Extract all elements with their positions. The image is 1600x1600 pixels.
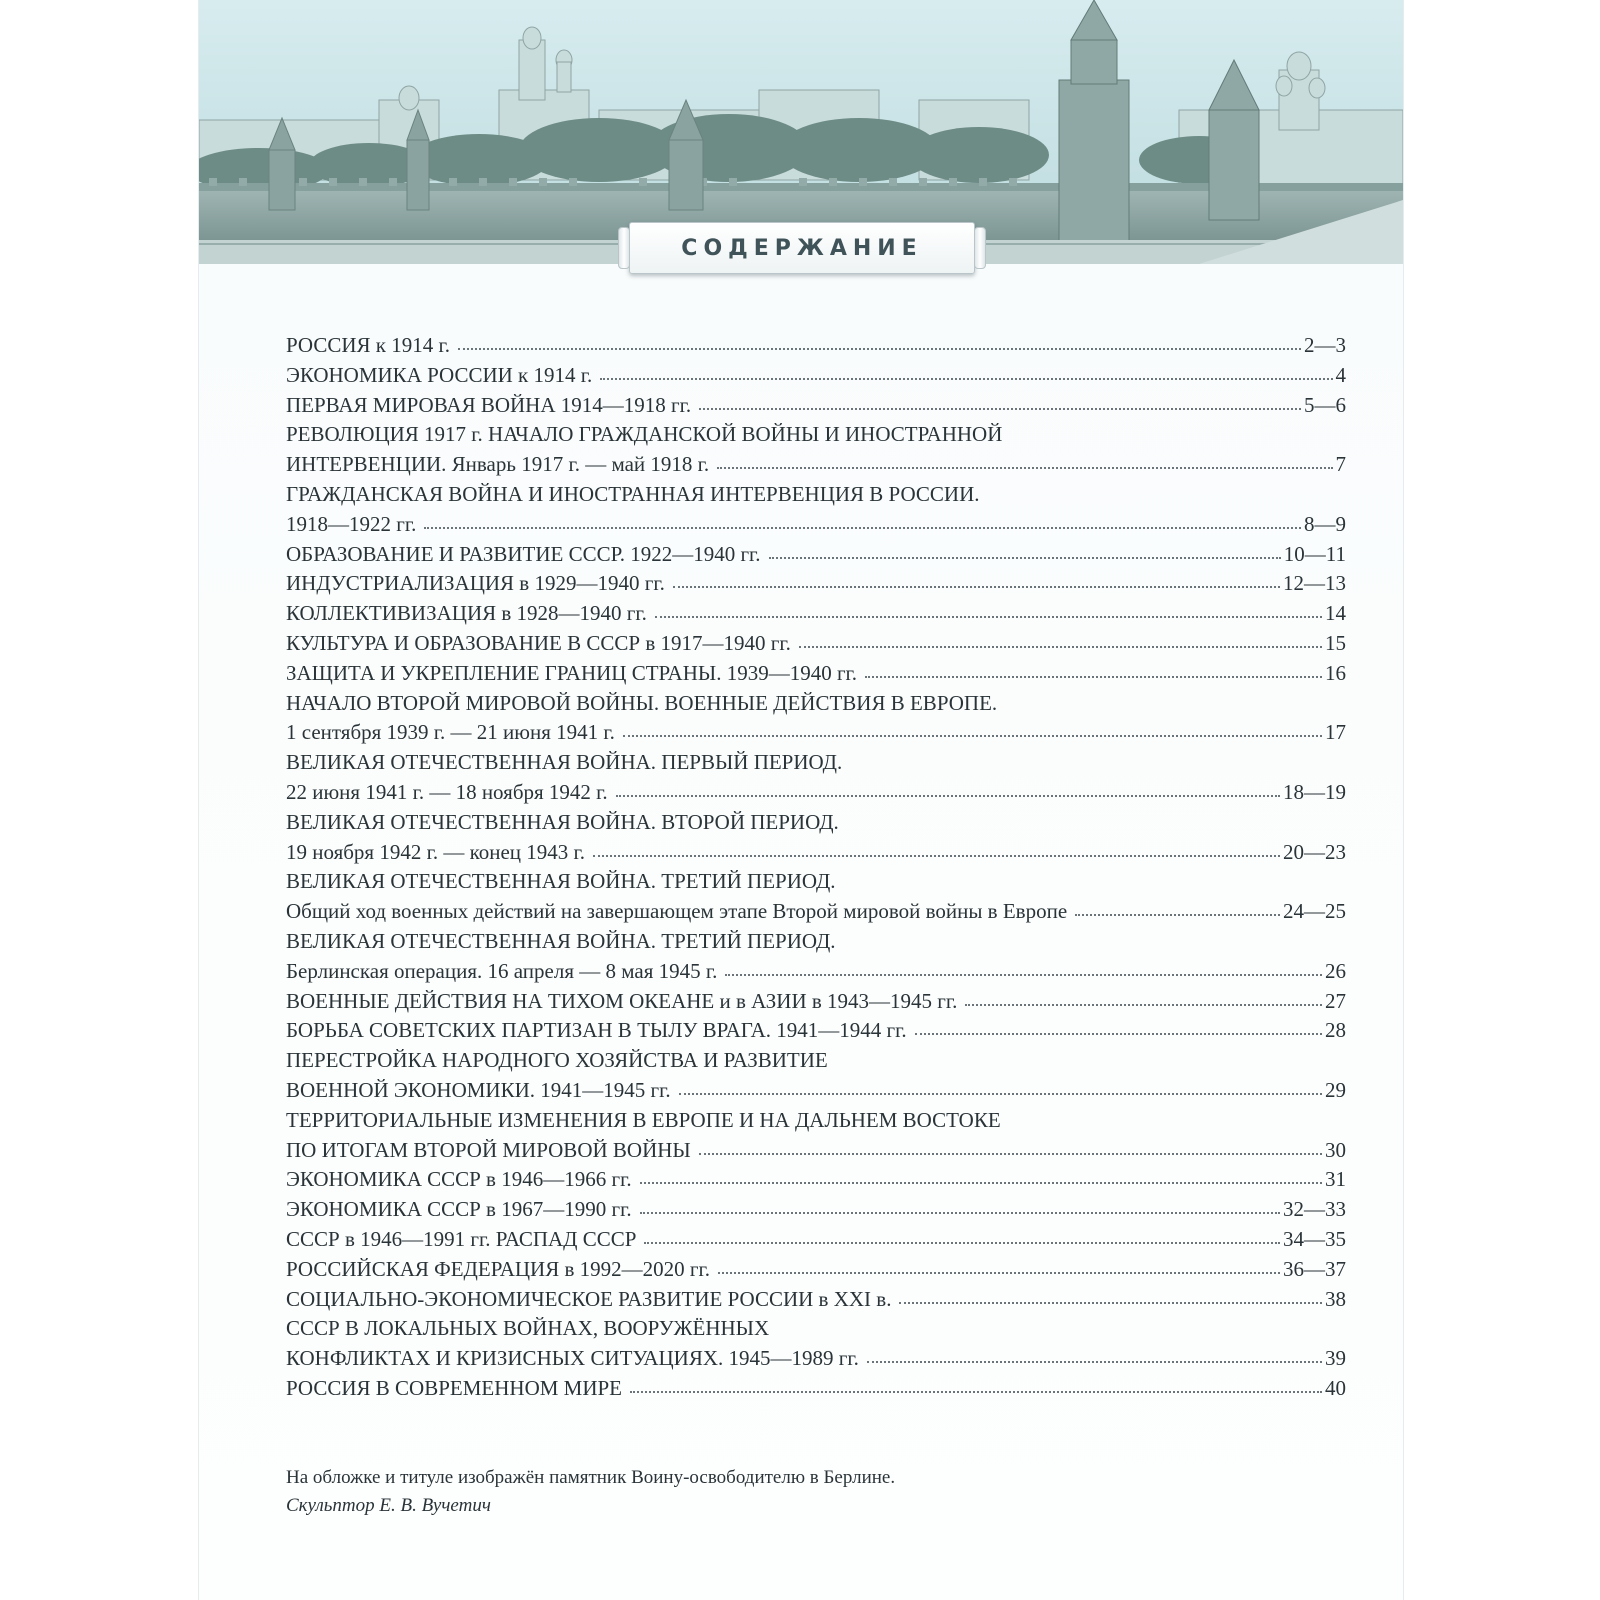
- toc-entry-title: ТЕРРИТОРИАЛЬНЫЕ ИЗМЕНЕНИЯ В ЕВРОПЕ И НА ДАЛЬНЕМ ВОСТОКЕ: [286, 1107, 1001, 1132]
- toc-entry-title: ВОЕННЫЕ ДЕЙСТВИЯ НА ТИХОМ ОКЕАНЕ и в АЗИИ в 1943—1945 гг.: [286, 988, 958, 1013]
- toc-page-number: 26: [1325, 958, 1346, 983]
- toc-entry-title: ВЕЛИКАЯ ОТЕЧЕСТВЕННАЯ ВОЙНА. ТРЕТИЙ ПЕРИОД.: [286, 869, 836, 894]
- toc-entry-title: ПЕРВАЯ МИРОВАЯ ВОЙНА 1914—1918 гг.: [286, 392, 692, 417]
- toc-entry: [286, 571, 1346, 601]
- dot-leader: [717, 467, 1332, 469]
- dot-leader: [623, 735, 1322, 737]
- toc-entry-line: [286, 1048, 1346, 1078]
- toc-page-number: 16: [1325, 660, 1346, 685]
- toc-page-number: 14: [1325, 601, 1346, 626]
- toc-entry-line: [286, 750, 1346, 780]
- dot-leader: [769, 557, 1281, 559]
- dot-leader: [799, 646, 1322, 648]
- dot-leader: [867, 1361, 1322, 1363]
- toc-entry: [286, 631, 1346, 661]
- toc-entry-title: ГРАЖДАНСКАЯ ВОЙНА И ИНОСТРАННАЯ ИНТЕРВЕНЦИЯ В РОССИИ.: [286, 481, 980, 506]
- dot-leader: [458, 348, 1301, 350]
- toc-entry: [286, 1376, 1346, 1406]
- toc-entry: [286, 452, 1346, 482]
- toc-entry-title: ВЕЛИКАЯ ОТЕЧЕСТВЕННАЯ ВОЙНА. ВТОРОЙ ПЕРИОД.: [286, 809, 839, 834]
- dot-leader: [699, 1153, 1322, 1155]
- dot-leader: [899, 1302, 1322, 1304]
- toc-page-number: 40: [1325, 1375, 1346, 1400]
- toc-entry: [286, 601, 1346, 631]
- toc-page-number: 8—9: [1304, 511, 1346, 536]
- dot-leader: [424, 527, 1301, 529]
- toc-entry: [286, 720, 1346, 750]
- cover-note-text: На обложке и титуле изображён памятник Воину-освободителю в Берлине.: [286, 1467, 896, 1488]
- toc-page-number: 24—25: [1283, 899, 1346, 924]
- toc-entry-title: БОРЬБА СОВЕТСКИХ ПАРТИЗАН В ТЫЛУ ВРАГА. 1941—1944 гг.: [286, 1018, 907, 1043]
- toc-entry-line: [286, 929, 1346, 959]
- toc-page-number: 17: [1325, 720, 1346, 745]
- dot-leader: [640, 1212, 1280, 1214]
- toc-entry: [286, 661, 1346, 691]
- toc-page-number: 27: [1325, 988, 1346, 1013]
- toc-page-number: 7: [1335, 452, 1346, 477]
- toc-page-number: 39: [1325, 1346, 1346, 1371]
- sculptor-credit: Скульптор Е. В. Вучетич: [286, 1495, 491, 1516]
- toc-entry: [286, 1346, 1346, 1376]
- toc-entry: [286, 1257, 1346, 1287]
- toc-entry-title: Берлинская операция. 16 апреля — 8 мая 1945 г.: [286, 958, 718, 983]
- page-title: СОДЕРЖАНИЕ: [681, 235, 923, 261]
- dot-leader: [965, 1004, 1322, 1006]
- toc-entry-title: ВЕЛИКАЯ ОТЕЧЕСТВЕННАЯ ВОЙНА. ПЕРВЫЙ ПЕРИОД.: [286, 750, 843, 775]
- toc-entry-title: РЕВОЛЮЦИЯ 1917 г. НАЧАЛО ГРАЖДАНСКОЙ ВОЙНЫ И ИНОСТРАННОЙ: [286, 422, 1003, 447]
- toc-entry: [286, 393, 1346, 423]
- toc-entry-line: [286, 482, 1346, 512]
- toc-entry-title: ЭКОНОМИКА СССР в 1967—1990 гг.: [286, 1197, 632, 1222]
- toc-entry: [286, 512, 1346, 542]
- toc-page-number: 32—33: [1283, 1197, 1346, 1222]
- toc-entry: [286, 542, 1346, 572]
- dot-leader: [655, 616, 1322, 618]
- toc-entry: [286, 1197, 1346, 1227]
- toc-entry: [286, 1227, 1346, 1257]
- toc-page-number: 28: [1325, 1018, 1346, 1043]
- toc-page-number: 34—35: [1283, 1226, 1346, 1251]
- toc-entry-title: ОБРАЗОВАНИЕ И РАЗВИТИЕ СССР. 1922—1940 гг.: [286, 541, 761, 566]
- toc-entry-title: ЭКОНОМИКА СССР в 1946—1966 гг.: [286, 1167, 632, 1192]
- dot-leader: [640, 1182, 1322, 1184]
- toc-entry-title: КУЛЬТУРА И ОБРАЗОВАНИЕ В СССР в 1917—1940 гг.: [286, 630, 791, 655]
- dot-leader: [644, 1242, 1280, 1244]
- cover-note: [286, 1464, 895, 1520]
- toc-entry: [286, 1078, 1346, 1108]
- toc-entry-title: КОНФЛИКТАХ И КРИЗИСНЫХ СИТУАЦИЯХ. 1945—1989 гг.: [286, 1346, 859, 1371]
- dot-leader: [593, 855, 1280, 857]
- toc-entry: [286, 959, 1346, 989]
- title-plate: [629, 222, 975, 274]
- toc-entry: [286, 1167, 1346, 1197]
- toc-entry-title: СОЦИАЛЬНО-ЭКОНОМИЧЕСКОЕ РАЗВИТИЕ РОССИИ в XXI в.: [286, 1286, 892, 1311]
- toc-entry-title: СССР В ЛОКАЛЬНЫХ ВОЙНАХ, ВООРУЖЁННЫХ: [286, 1316, 770, 1341]
- toc-entry-title: ПЕРЕСТРОЙКА НАРОДНОГО ХОЗЯЙСТВА И РАЗВИТИЕ: [286, 1048, 828, 1073]
- toc-page-number: 18—19: [1283, 779, 1346, 804]
- dot-leader: [600, 378, 1332, 380]
- toc-entry-title: Общий ход военных действий на завершающем этапе Второй мировой войны в Европе: [286, 899, 1068, 924]
- toc-entry-title: ПО ИТОГАМ ВТОРОЙ МИРОВОЙ ВОЙНЫ: [286, 1137, 691, 1162]
- toc-entry-title: ИНТЕРВЕНЦИИ. Январь 1917 г. — май 1918 г.: [286, 452, 710, 477]
- toc-entry: [286, 899, 1346, 929]
- toc-entry-title: ЭКОНОМИКА РОССИИ к 1914 г.: [286, 362, 593, 387]
- dot-leader: [718, 1272, 1280, 1274]
- toc-entry-title: 22 июня 1941 г. — 18 ноября 1942 г.: [286, 779, 608, 804]
- toc-entry-line: [286, 691, 1346, 721]
- toc-page-number: 5—6: [1304, 392, 1346, 417]
- toc-page-number: 29: [1325, 1077, 1346, 1102]
- toc-entry-title: ВЕЛИКАЯ ОТЕЧЕСТВЕННАЯ ВОЙНА. ТРЕТИЙ ПЕРИОД.: [286, 928, 836, 953]
- toc-entry-title: РОССИЯ к 1914 г.: [286, 333, 450, 357]
- dot-leader: [865, 676, 1322, 678]
- toc-entry-title: СССР в 1946—1991 гг. РАСПАД СССР: [286, 1226, 637, 1251]
- toc-entry-line: [286, 869, 1346, 899]
- toc-entry-title: ВОЕННОЙ ЭКОНОМИКИ. 1941—1945 гг.: [286, 1077, 671, 1102]
- toc-entry-line: [286, 422, 1346, 452]
- toc-entry-title: КОЛЛЕКТИВИЗАЦИЯ в 1928—1940 гг.: [286, 601, 647, 626]
- dot-leader: [1075, 914, 1280, 916]
- dot-leader: [699, 408, 1301, 410]
- toc-entry-title: 19 ноября 1942 г. — конец 1943 г.: [286, 839, 586, 864]
- toc-entry-line: [286, 810, 1346, 840]
- toc-entry: [286, 1287, 1346, 1317]
- toc-page-number: 31: [1325, 1167, 1346, 1192]
- toc-page-number: 15: [1325, 630, 1346, 655]
- toc-entry-title: ИНДУСТРИАЛИЗАЦИЯ в 1929—1940 гг.: [286, 571, 665, 596]
- table-of-contents: [286, 333, 1346, 1406]
- toc-entry-title: НАЧАЛО ВТОРОЙ МИРОВОЙ ВОЙНЫ. ВОЕННЫЕ ДЕЙСТВИЯ В ЕВРОПЕ.: [286, 690, 998, 715]
- toc-entry: [286, 780, 1346, 810]
- toc-entry: [286, 840, 1346, 870]
- toc-entry: [286, 989, 1346, 1019]
- toc-page-number: 38: [1325, 1286, 1346, 1311]
- dot-leader: [630, 1391, 1322, 1393]
- toc-entry: [286, 1138, 1346, 1168]
- toc-entry: [286, 1018, 1346, 1048]
- toc-page-number: 30: [1325, 1137, 1346, 1162]
- toc-entry-title: 1918—1922 гг.: [286, 511, 417, 536]
- toc-entry: [286, 333, 1346, 363]
- toc-entry-title: ЗАЩИТА И УКРЕПЛЕНИЕ ГРАНИЦ СТРАНЫ. 1939—1940 гг.: [286, 660, 858, 685]
- toc-entry-line: [286, 1108, 1346, 1138]
- toc-entry-title: 1 сентября 1939 г. — 21 июня 1941 г.: [286, 720, 615, 745]
- toc-page-number: 20—23: [1283, 839, 1346, 864]
- toc-page-number: 2—3: [1304, 333, 1346, 357]
- toc-entry-line: [286, 1316, 1346, 1346]
- dot-leader: [616, 795, 1280, 797]
- dot-leader: [725, 974, 1322, 976]
- dot-leader: [673, 586, 1280, 588]
- toc-page-number: 10—11: [1283, 541, 1346, 566]
- dot-leader: [679, 1093, 1322, 1095]
- toc-entry-title: РОССИЙСКАЯ ФЕДЕРАЦИЯ в 1992—2020 гг.: [286, 1256, 710, 1281]
- toc-page-number: 4: [1335, 362, 1346, 387]
- dot-leader: [915, 1033, 1322, 1035]
- toc-page-number: 36—37: [1283, 1256, 1346, 1281]
- toc-entry: [286, 363, 1346, 393]
- toc-entry-title: РОССИЯ В СОВРЕМЕННОМ МИРЕ: [286, 1375, 622, 1400]
- toc-page-number: 12—13: [1283, 571, 1346, 596]
